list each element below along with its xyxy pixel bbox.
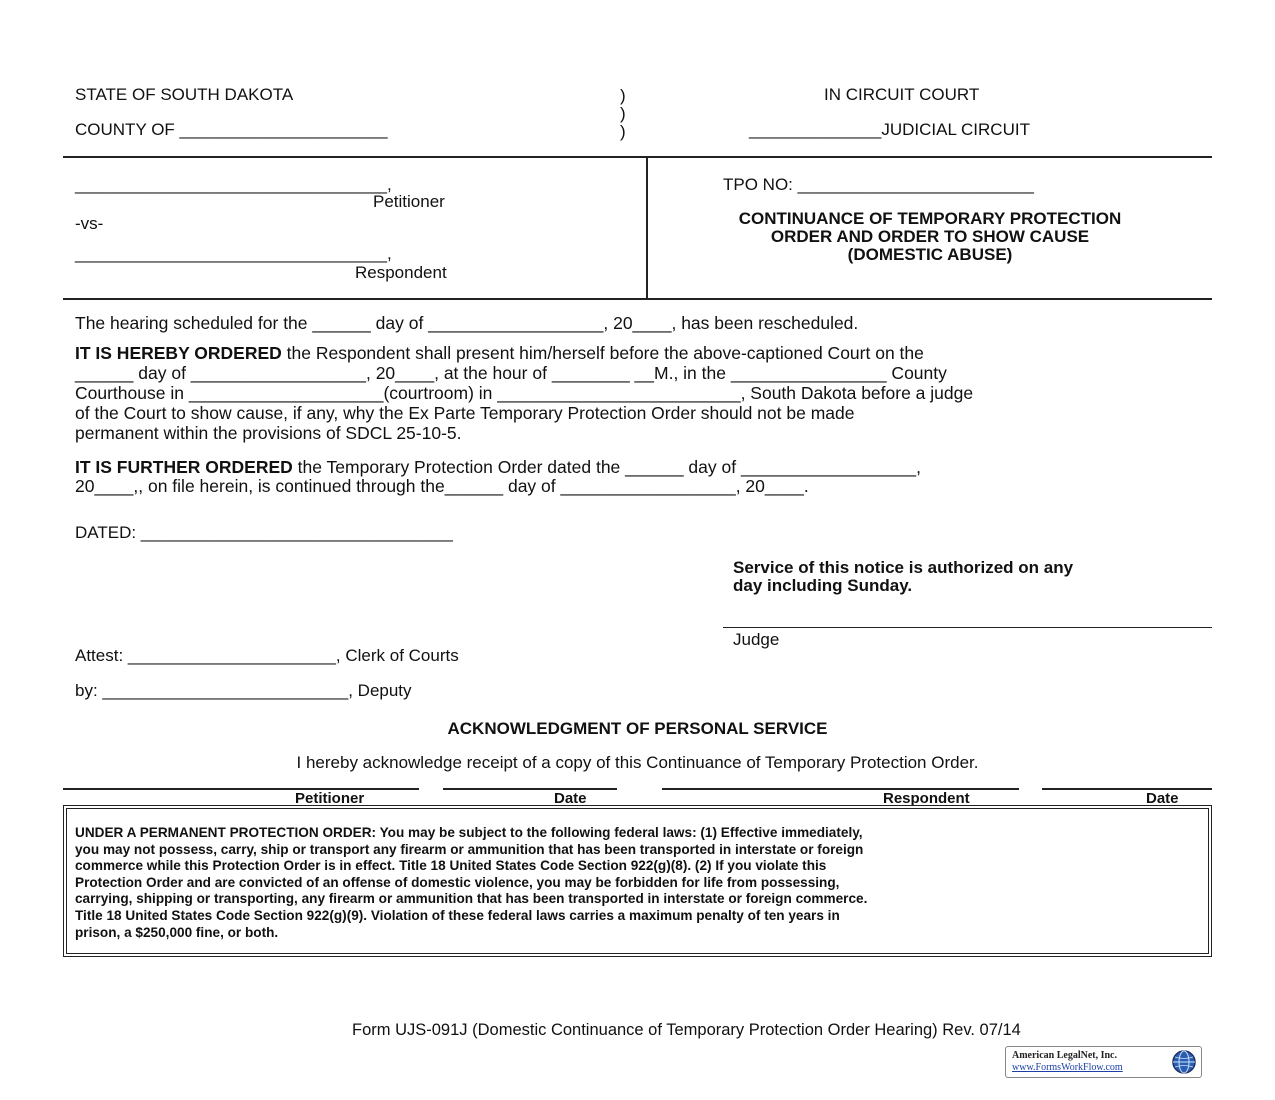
- warning-line: Title 18 United States Code Section 922(g)(9). Violation of these federal laws carries a maximum penalty of ten years in: [75, 907, 840, 923]
- state-name: STATE OF SOUTH DAKOTA: [75, 85, 294, 104]
- versus-label: -vs-: [75, 214, 104, 233]
- caption-bottom-rule: [63, 298, 1212, 300]
- judge-label: Judge: [733, 630, 780, 649]
- judicial-circuit-line: ______________JUDICIAL CIRCUIT: [749, 120, 1030, 139]
- acknowledgment-heading: ACKNOWLEDGMENT OF PERSONAL SERVICE: [447, 719, 828, 738]
- warning-line: carrying, shipping or transporting, any firearm or ammunition that has been transported in interstate or foreign commerce.: [75, 891, 868, 907]
- further-ordered-heading: IT IS FURTHER ORDERED: [75, 457, 293, 477]
- hereby-ordered-paragraph: [75, 343, 1200, 443]
- service-notice-line-1: Service of this notice is authorized on any: [733, 558, 1074, 577]
- attest-clerk-line: Attest: ______________________, Clerk of Courts: [75, 646, 459, 665]
- petitioner-date-label: Date: [554, 790, 587, 807]
- hereby-ordered-text: of the Court to show cause, if any, why the Ex Parte Temporary Protection Order should not be made: [75, 403, 855, 423]
- hereby-ordered-text: ______ day of __________________, 20____, at the hour of ________ __M., in the ________________ County: [75, 363, 947, 383]
- hearing-text: The hearing scheduled for the ______ day of __________________, 20____, has been rescheduled.: [75, 313, 859, 333]
- further-ordered-text: 20____,, on file herein, is continued through the______ day of __________________, 20____.: [75, 476, 809, 496]
- publisher-url-link[interactable]: www.FormsWorkFlow.com: [1012, 1062, 1123, 1073]
- respondent-signature-label: Respondent: [883, 790, 970, 807]
- deputy-line: by: __________________________, Deputy: [75, 681, 412, 700]
- acknowledgment-text: I hereby acknowledge receipt of a copy of this Continuance of Temporary Protection Order.: [296, 753, 979, 772]
- publisher-logo[interactable]: [1005, 1046, 1202, 1078]
- petitioner-signature-label: Petitioner: [295, 790, 365, 807]
- caption-paren: ): [620, 86, 626, 105]
- court-name: IN CIRCUIT COURT: [824, 85, 980, 104]
- warning-line: commerce while this Protection Order is in effect. Title 18 United States Code Section 922(g)(8). (2) If you violate this: [75, 858, 827, 874]
- hereby-ordered-heading: IT IS HEREBY ORDERED: [75, 343, 282, 363]
- globe-icon: [1171, 1049, 1197, 1075]
- publisher-name: American LegalNet, Inc.: [1012, 1050, 1117, 1061]
- warning-line: UNDER A PERMANENT PROTECTION ORDER: You may be subject to the following federal laws: (1) Effective immediately,: [75, 825, 863, 840]
- warning-line: Protection Order and are convicted of an offense of domestic violence, you may be forbidden for life from possessing,: [75, 874, 840, 890]
- petitioner-date-line: [443, 788, 617, 790]
- document-title-line-1: CONTINUANCE OF TEMPORARY PROTECTION: [738, 209, 1122, 228]
- tpo-number-line: TPO NO: _________________________: [723, 175, 1034, 194]
- further-ordered-paragraph: [75, 458, 1200, 496]
- dated-line: DATED: _________________________________: [75, 523, 453, 542]
- respondent-name-line: _________________________________,: [75, 244, 392, 263]
- warning-line: prison, a $250,000 fine, or both.: [75, 924, 279, 940]
- caption-paren: ): [620, 104, 626, 123]
- respondent-date-label: Date: [1146, 790, 1179, 807]
- document-title-line-2: ORDER AND ORDER TO SHOW CAUSE: [770, 227, 1090, 246]
- petitioner-label: Petitioner: [373, 192, 445, 211]
- hereby-ordered-text: permanent within the provisions of SDCL 25-10-5.: [75, 423, 462, 443]
- respondent-date-line: [1042, 788, 1212, 790]
- caption-top-rule: [63, 156, 1212, 158]
- warning-line: you may not possess, carry, ship or transport any firearm or ammunition that has been transported in interstate or foreign: [75, 841, 864, 857]
- further-ordered-text: the Temporary Protection Order dated the ______ day of __________________,: [292, 457, 921, 477]
- petitioner-name-line: _________________________________,: [75, 175, 392, 194]
- caption-divider: [646, 156, 648, 300]
- caption-paren: ): [620, 122, 626, 141]
- hereby-ordered-text: the Respondent shall present him/herself before the above-captioned Court on the: [281, 343, 924, 363]
- respondent-label: Respondent: [355, 263, 447, 282]
- service-notice-line-2: day including Sunday.: [733, 576, 913, 595]
- hereby-ordered-text: Courthouse in ____________________(courtroom) in _________________________, South Dakota before a judge: [75, 383, 974, 403]
- form-identifier: Form UJS-091J (Domestic Continuance of Temporary Protection Order Hearing) Rev. 07/14: [352, 1021, 1021, 1039]
- hearing-rescheduled-paragraph: [75, 313, 1200, 333]
- county-line: COUNTY OF ______________________: [75, 120, 388, 139]
- federal-warning-text: [75, 825, 1200, 941]
- judge-signature-line: [723, 627, 1212, 628]
- document-title-line-3: (DOMESTIC ABUSE): [847, 245, 1013, 264]
- petitioner-signature-line: [63, 788, 419, 790]
